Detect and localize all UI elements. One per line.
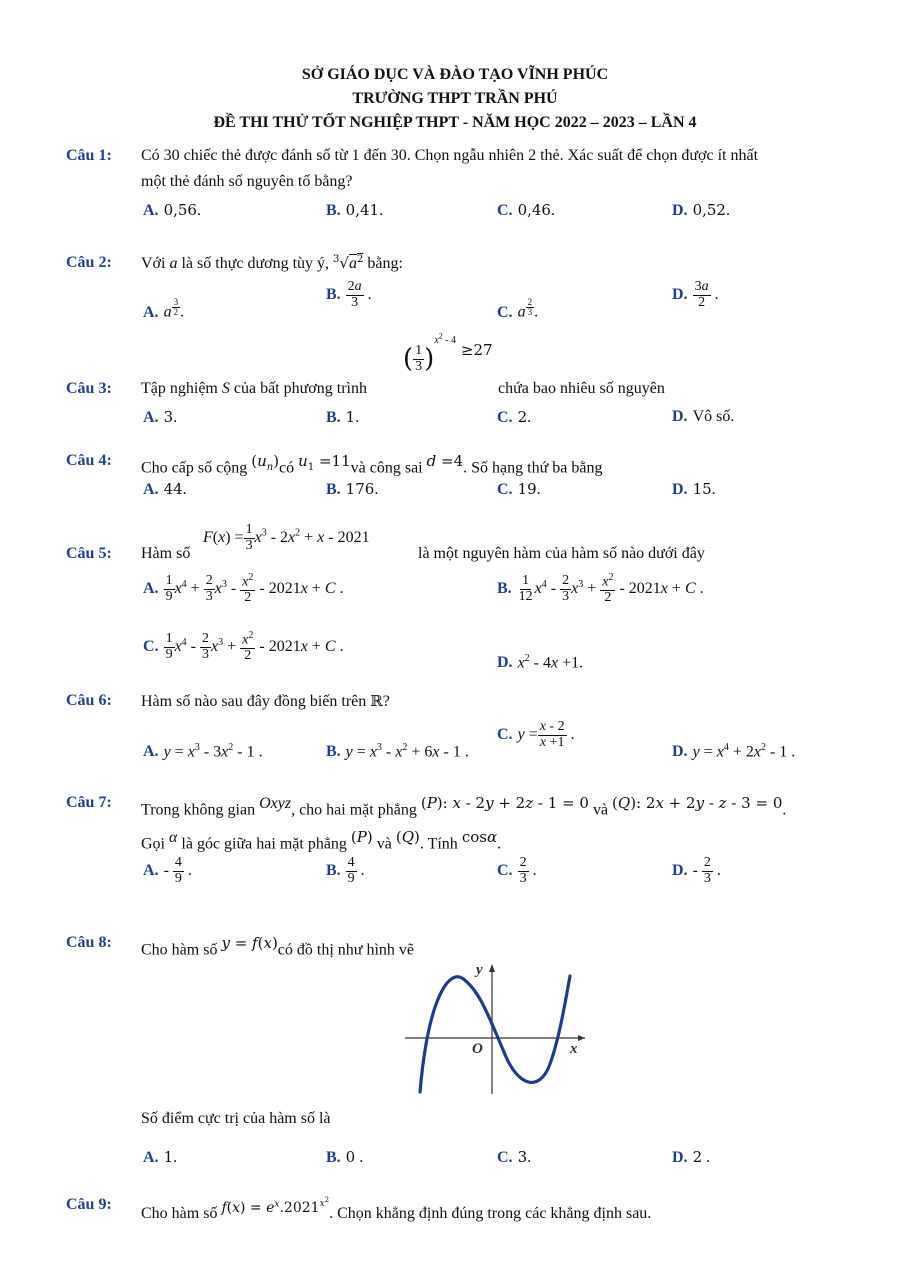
option-a[interactable]: A. - $\frac{4}{9}$ . <box>143 855 192 886</box>
option-d[interactable]: D. $y = x^4 + 2x^2 - 1$ . <box>672 742 796 761</box>
option-d[interactable]: D. 15. <box>672 480 716 498</box>
option-b[interactable]: B. 0,41. <box>326 201 384 219</box>
question-text: Với a là số thực dương tùy ý, $^3√a^2$ bằng: <box>141 254 403 272</box>
question-label: Câu 7: <box>66 794 112 811</box>
option-b[interactable]: B. $y = x^3 - x^2 + 6x - 1$ . <box>326 742 469 761</box>
option-d[interactable]: D. - $\frac{2}{3}$ . <box>672 855 721 886</box>
question-text: Tập nghiệm S của bất phương trình <box>141 380 367 397</box>
option-a[interactable]: A. 0,56. <box>143 201 201 219</box>
question-text: Hàm số <box>141 545 191 562</box>
option-b[interactable]: B. $\frac{4}{9}$ . <box>326 855 365 886</box>
function-curve <box>420 976 570 1092</box>
option-c[interactable]: C. 3. <box>497 1148 532 1166</box>
header-school: SỞ GIÁO DỤC VÀ ĐÀO TẠO VĨNH PHÚC <box>301 66 609 83</box>
header-exam-title: ĐỀ THI THỬ TỐT NGHIỆP THPT - NĂM HỌC 2022 – 2023 – LẦN 4 <box>213 114 697 131</box>
question-text: Hàm số nào sau đây đồng biến trên ℝ? <box>141 692 390 710</box>
option-a[interactable]: A. 1. <box>143 1148 178 1166</box>
option-a[interactable]: A. $\frac{1}{9}$ $x^4$ + $\frac{2}{3}$ $x^3$ - $\frac{x^2}{2}$ - 2021x + C . <box>143 572 344 606</box>
option-a[interactable]: A. 3. <box>143 408 178 426</box>
y-axis-arrow-icon <box>489 964 495 972</box>
option-b[interactable]: B. 176. <box>326 480 379 498</box>
option-d[interactable]: D. 2 . <box>672 1148 711 1166</box>
question-text: là một nguyên hàm của hàm số nào dưới đây <box>418 545 705 562</box>
option-a[interactable]: A. 44. <box>143 480 187 498</box>
question-text: Cho hàm số $^{y = f(x)}$có đồ thị như hình vẽ <box>141 934 415 959</box>
option-d[interactable]: D. 0,52. <box>672 201 730 219</box>
option-b[interactable]: B. 0 . <box>326 1148 364 1166</box>
formula-F: F(x) = $\frac{1}{3}$ $x^3 - 2x^2 + x - 2021$ <box>203 522 370 553</box>
header-highschool: TRƯỜNG THPT TRẦN PHÚ <box>352 90 558 107</box>
option-c[interactable]: C. y = $\frac{x - 2}{x +1}$ . <box>497 719 575 750</box>
x-axis-label: x <box>570 1041 578 1057</box>
option-c[interactable]: C. 2. <box>497 408 532 426</box>
question-text: Gọi $^\alpha$ là góc giữa hai mặt phẳng $^{(P)}$ và $^{(Q)}$. Tính $^{cos\alpha}$. <box>141 828 502 853</box>
question-label: Câu 8: <box>66 934 112 951</box>
origin-label: O <box>472 1041 483 1057</box>
question-label: Câu 6: <box>66 692 112 709</box>
option-c[interactable]: C. 0,46. <box>497 201 555 219</box>
option-c[interactable]: C. $\frac{1}{9}$ $x^4$ - $\frac{2}{3}$ $x^3$ + $\frac{x^2}{2}$ - 2021x + C . <box>143 630 344 664</box>
option-d[interactable]: D. $x^2 - 4x +1$. <box>497 653 584 672</box>
inequality-formula: ( $\frac{1}{3}$ )$^{x^2 - 4}$ ≥27 <box>403 331 493 375</box>
question-text: chứa bao nhiêu số nguyên <box>498 380 665 397</box>
question-label: Câu 2: <box>66 254 112 271</box>
option-a[interactable]: A. a $^{\frac{3}{2}}$ . <box>143 297 185 321</box>
option-d[interactable]: D. $\frac{3a}{2}$ . <box>672 279 719 310</box>
question-text: Có 30 chiếc thẻ được đánh số từ 1 đến 30. Chọn ngẫu nhiên 2 thẻ. Xác suất để chọn được ít nhất <box>141 147 759 164</box>
option-d[interactable]: D. Vô số. <box>672 408 735 425</box>
x-axis-arrow-icon <box>578 1035 585 1041</box>
question-label: Câu 1: <box>66 147 112 164</box>
question-label: Câu 9: <box>66 1196 112 1213</box>
question-label: Câu 4: <box>66 452 112 469</box>
question-label: Câu 3: <box>66 380 112 397</box>
option-c[interactable]: C. a $^{\frac{2}{3}}$ . <box>497 297 539 321</box>
option-c[interactable]: C. $\frac{2}{3}$ . <box>497 855 537 886</box>
y-axis-label: y <box>476 962 483 978</box>
option-a[interactable]: A. $y = x^3 - 3x^2 - 1$ . <box>143 742 263 761</box>
question-label: Câu 5: <box>66 545 112 562</box>
option-b[interactable]: B. $\frac{2a}{3}$ . <box>326 279 372 310</box>
option-b[interactable]: B. $\frac{1}{12}$ $x^4$ - $\frac{2}{3}$ $x^3$ + $\frac{x^2}{2}$ - 2021x + C . <box>497 572 704 606</box>
question-text: một thẻ đánh số nguyên tố bằng? <box>141 173 353 190</box>
question-text: Cho hàm số $^{f(x) = e^x.2021^{x^2}}$. Chọn khẳng định đúng trong các khẳng định sau. <box>141 1196 652 1222</box>
question-text: Cho cấp số cộng $^{(u_n)}$có $^{u_1 =11}$và công sai $^{d =4}$. Số hạng thứ ba bằng <box>141 452 603 477</box>
option-b[interactable]: B. 1. <box>326 408 360 426</box>
option-c[interactable]: C. 19. <box>497 480 541 498</box>
question-text: Trong không gian $^{Oxyz}$, cho hai mặt phẳng $^{(P): x - 2y + 2z - 1 = 0}$ và $^{(Q): 2x + 2y - z - 3 = 0}$. <box>141 794 787 819</box>
question-text: Số điểm cực trị của hàm số là <box>141 1110 331 1127</box>
function-graph <box>400 960 590 1095</box>
